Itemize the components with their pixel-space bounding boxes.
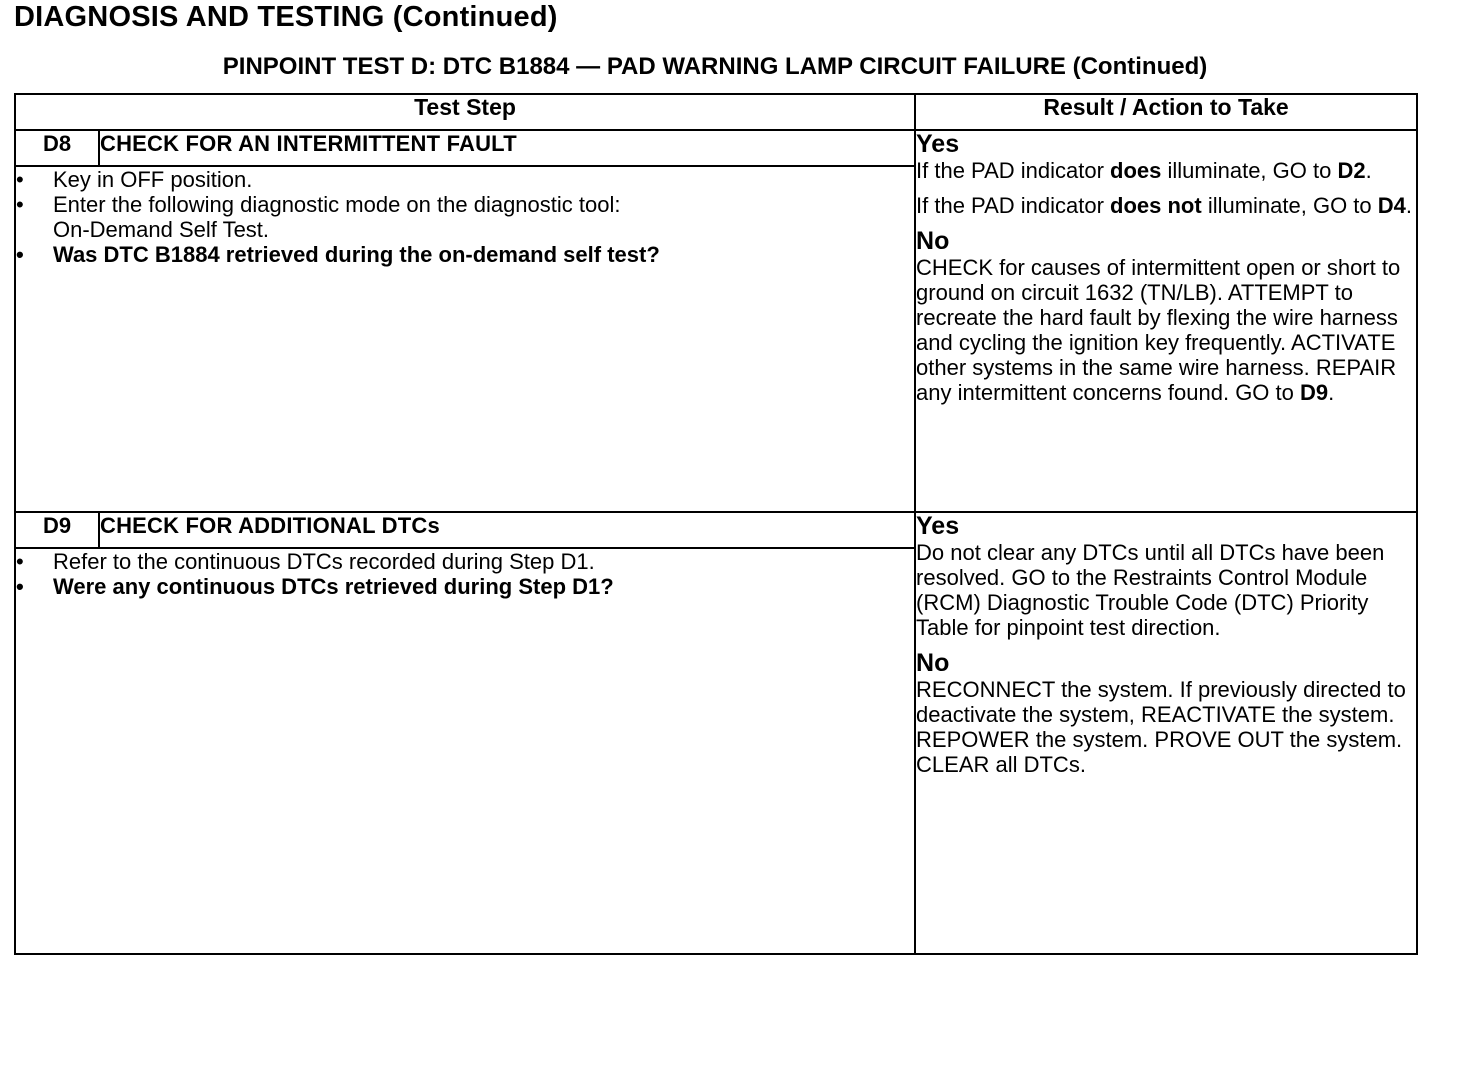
step-d8-id: D8	[15, 130, 99, 166]
step-d9-no-paragraph: RECONNECT the system. If previously directed to deactivate the system, REACTIVATE the system. REPOWER the system. PROVE OUT the system. CLEAR all DTCs.	[916, 677, 1406, 777]
pinpoint-test-table	[14, 93, 1418, 955]
list-item: • Refer to the continuous DTCs recorded during Step D1.	[16, 549, 595, 574]
step-d8-title: CHECK FOR AN INTERMITTENT FAULT	[99, 130, 915, 166]
step-d8-no-paragraph: CHECK for causes of intermittent open or short to ground on circuit 1632 (TN/LB). ATTEMPT to recreate the hard fault by flexing the wire harness and cycling the ignition key frequently. ACTIVATE other systems in the same wire harness. REPAIR any intermittent concerns found. GO to D9.	[916, 255, 1401, 405]
step-d9-result-cell	[915, 512, 1417, 954]
list-item-question: • Was DTC B1884 retrieved during the on-demand self test?	[16, 242, 660, 267]
step-d8-yes-paragraph-2: If the PAD indicator does not illuminate, GO to D4.	[916, 193, 1413, 218]
step-d8-title-row	[15, 130, 1417, 166]
step-d9-yes-paragraph: Do not clear any DTCs until all DTCs have been resolved. GO to the Restraints Control Module (RCM) Diagnostic Trouble Code (DTC) Priority Table for pinpoint test direction.	[916, 540, 1385, 640]
test-step-header: Test Step	[15, 94, 915, 130]
list-item-question: • Were any continuous DTCs retrieved during Step D1?	[16, 574, 614, 599]
pinpoint-test-title: PINPOINT TEST D: DTC B1884 — PAD WARNING LAMP CIRCUIT FAILURE (Continued)	[222, 53, 1208, 80]
table-header-row	[15, 94, 1417, 130]
step-d8-yes-paragraph-1: If the PAD indicator does illuminate, GO to D2.	[916, 158, 1372, 183]
step-d9-no-label: No	[916, 649, 950, 677]
step-d9-title-row	[15, 512, 1417, 548]
step-d8-instructions	[15, 166, 915, 512]
step-d8-result-cell	[915, 130, 1417, 512]
step-d8-no-label: No	[916, 227, 950, 255]
step-d8-yes-label: Yes	[916, 130, 960, 158]
step-d9-id: D9	[15, 512, 99, 548]
result-action-header: Result / Action to Take	[915, 94, 1417, 130]
step-d9-instructions	[15, 548, 915, 954]
step-d9-title: CHECK FOR ADDITIONAL DTCs	[99, 512, 915, 548]
list-item: • Enter the following diagnostic mode on the diagnostic tool: On-Demand Self Test.	[16, 192, 621, 242]
step-d9-yes-label: Yes	[916, 512, 960, 540]
list-item: • Key in OFF position.	[16, 167, 253, 192]
page-title: DIAGNOSIS AND TESTING (Continued)	[14, 1, 558, 33]
